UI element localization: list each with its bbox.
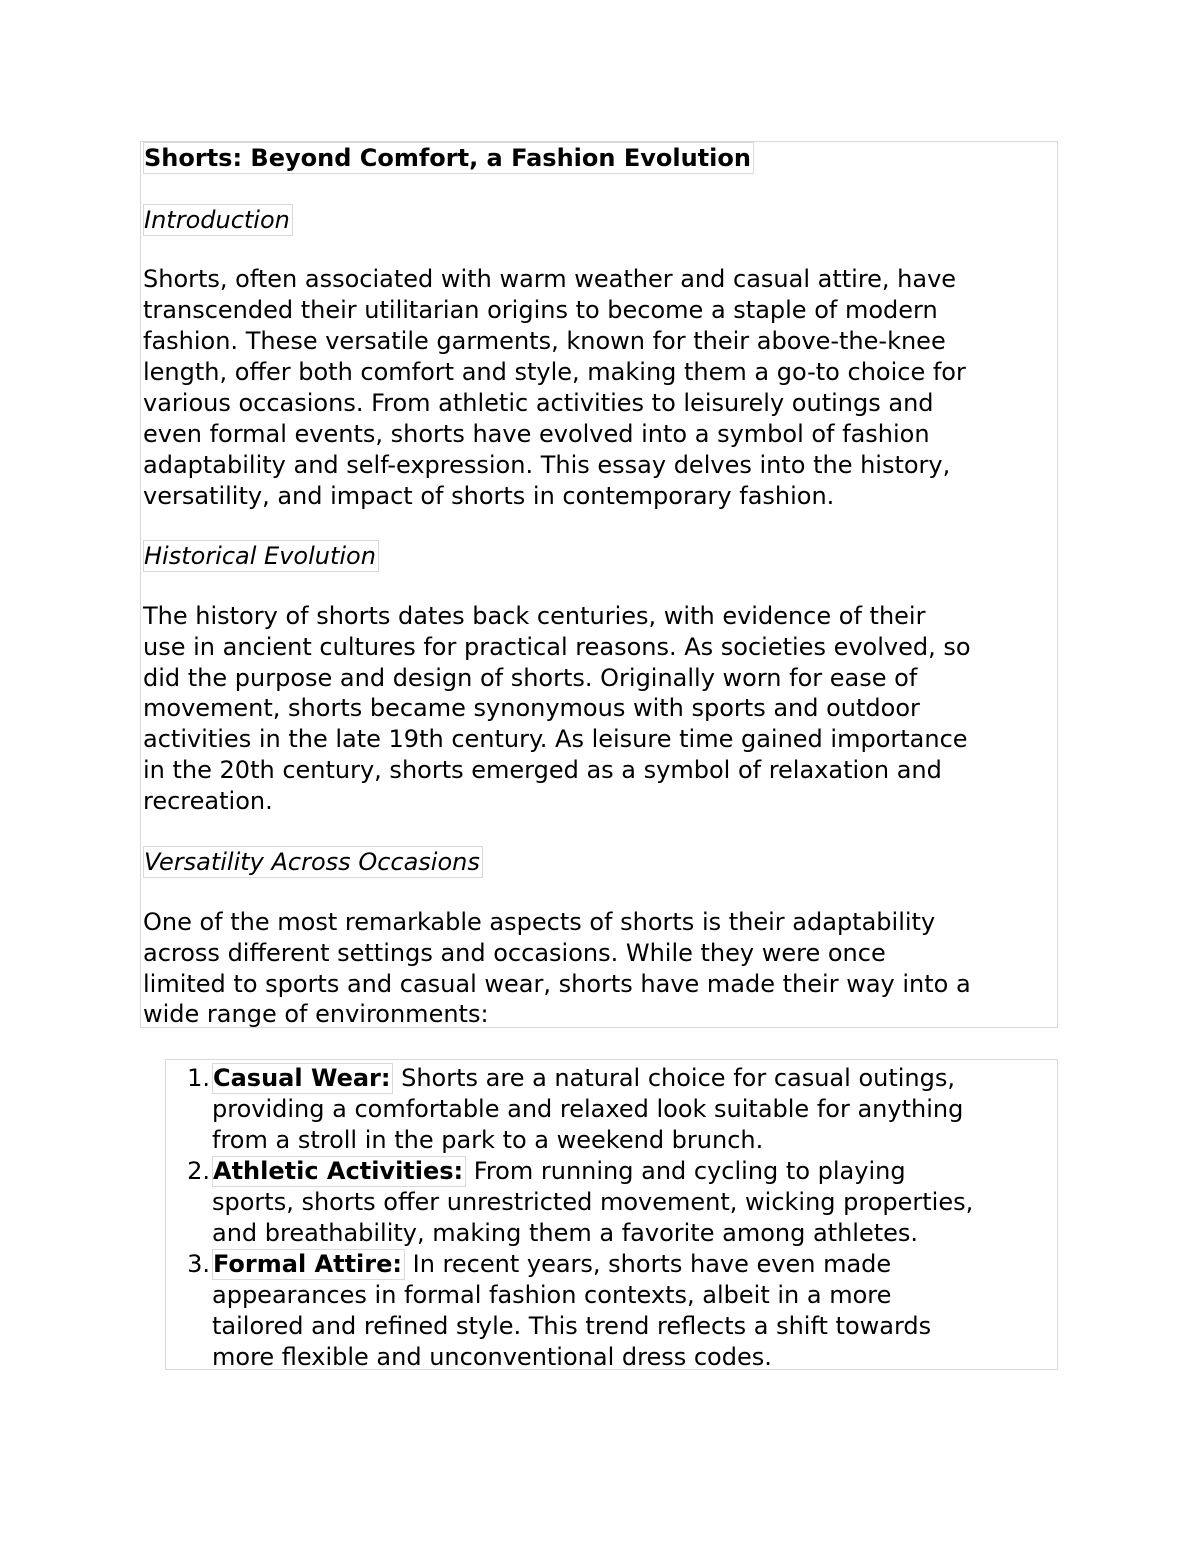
list-item-line: and breathability, making them a favorite among athletes. [212,1219,919,1247]
paragraph-line: adaptability and self-expression. This essay delves into the history, [143,451,951,479]
paragraph-line: did the purpose and design of shorts. Originally worn for ease of [143,664,918,692]
paragraph-line: movement, shorts became synonymous with sports and outdoor [143,694,920,722]
section-heading-historical-evolution: Historical Evolution [143,540,379,572]
section-heading-versatility: Versatility Across Occasions [143,846,483,878]
paragraph-line: in the 20th century, shorts emerged as a symbol of relaxation and [143,756,942,784]
occasions-list [165,1059,1058,1370]
paragraph-line: versatility, and impact of shorts in contemporary fashion. [143,482,835,510]
essay-body [140,141,1058,1028]
paragraph-line: transcended their utilitarian origins to become a staple of modern [143,296,938,324]
list-item-text: Shorts are a natural choice for casual outings, [393,1064,955,1092]
list-item-first-line [212,1156,906,1187]
list-item-line: tailored and refined style. This trend reflects a shift towards [212,1312,932,1340]
list-item-term: Casual Wear: [212,1063,393,1094]
section-heading-introduction: Introduction [143,204,293,236]
list-item-number: 2. [187,1157,210,1185]
list-item-line: sports, shorts offer unrestricted movement, wicking properties, [212,1188,974,1216]
list-item-number: 3. [187,1250,210,1278]
paragraph-line: across different settings and occasions. While they were once [143,939,886,967]
list-item-first-line [212,1249,891,1280]
paragraph-line: One of the most remarkable aspects of shorts is their adaptability [143,908,936,936]
paragraph-line: even formal events, shorts have evolved into a symbol of fashion [143,420,930,448]
paragraph-line: The history of shorts dates back centuries, with evidence of their [143,602,926,630]
list-item-line: appearances in formal fashion contexts, albeit in a more [212,1281,892,1309]
list-item-text: From running and cycling to playing [466,1157,906,1185]
list-item-term: Formal Attire: [212,1249,405,1280]
section-heading-line [143,204,293,236]
title-line [143,142,754,174]
list-item-first-line [212,1063,955,1094]
list-item-line: from a stroll in the park to a weekend brunch. [212,1126,764,1154]
paragraph-line: Shorts, often associated with warm weather and casual attire, have [143,265,957,293]
paragraph-line: various occasions. From athletic activities to leisurely outings and [143,389,934,417]
paragraph-line: fashion. These versatile garments, known for their above-the-knee [143,327,946,355]
list-item-number: 1. [187,1064,210,1092]
paragraph-line: limited to sports and casual wear, shorts have made their way into a [143,970,971,998]
list-item-term: Athletic Activities: [212,1156,466,1187]
list-item-text: In recent years, shorts have even made [405,1250,892,1278]
paragraph-line: recreation. [143,787,273,815]
section-heading-line [143,540,379,572]
paragraph-line: wide range of environments: [143,1000,489,1028]
paragraph-line: activities in the late 19th century. As leisure time gained importance [143,725,968,753]
list-item-line: providing a comfortable and relaxed look suitable for anything [212,1095,964,1123]
paragraph-line: length, offer both comfort and style, making them a go-to choice for [143,358,966,386]
section-heading-line [143,846,483,878]
paragraph-line: use in ancient cultures for practical reasons. As societies evolved, so [143,633,971,661]
list-item-line: more flexible and unconventional dress codes. [212,1343,772,1371]
document-title: Shorts: Beyond Comfort, a Fashion Evolution [143,142,754,174]
